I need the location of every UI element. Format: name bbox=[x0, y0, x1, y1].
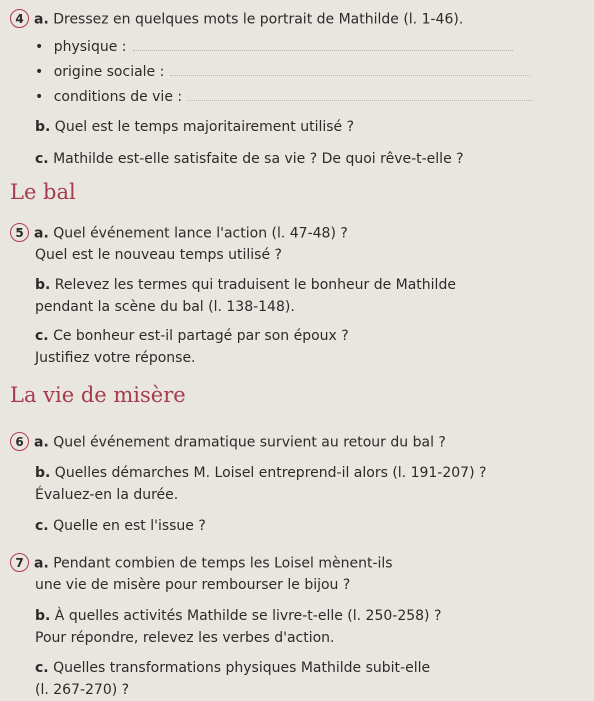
q7-b-line2: Pour répondre, relevez les verbes d'action. bbox=[35, 630, 335, 646]
q5-c bbox=[35, 327, 349, 345]
q4-item-label: origine sociale : bbox=[53, 64, 165, 80]
q7-c-text: Quelles transformations physiques Mathilde subit-elle bbox=[53, 660, 431, 676]
question-number-5: 5 bbox=[10, 223, 29, 242]
q5-c-line2: Justifiez votre réponse. bbox=[35, 350, 196, 366]
answer-dotted-line bbox=[133, 49, 513, 51]
q4-b-letter: b. bbox=[35, 119, 51, 135]
q4-c-text: Mathilde est-elle satisfaite de sa vie ? De quoi rêve-t-elle ? bbox=[53, 151, 464, 167]
q6-a-letter: a. bbox=[34, 434, 49, 451]
section-heading-misere: La vie de misère bbox=[10, 383, 186, 407]
q5-b-letter: b. bbox=[35, 277, 51, 293]
q4-b bbox=[35, 118, 354, 136]
q6-a-text: Quel événement dramatique survient au retour du bal ? bbox=[53, 434, 446, 451]
q5-c-text: Ce bonheur est-il partagé par son époux ? bbox=[53, 328, 349, 344]
q6-a bbox=[10, 433, 446, 452]
q5-b-text: Relevez les termes qui traduisent le bonheur de Mathilde bbox=[54, 277, 456, 293]
q4-a bbox=[10, 10, 463, 29]
q5-a-line2: Quel est le nouveau temps utilisé ? bbox=[35, 247, 282, 263]
q7-a-line2: une vie de misère pour rembourser le bijou ? bbox=[35, 577, 351, 593]
q4-item-physique bbox=[35, 38, 513, 56]
q6-b bbox=[35, 464, 486, 482]
answer-dotted-line bbox=[170, 74, 530, 76]
q7-a-text: Pendant combien de temps les Loisel mènent-ils bbox=[53, 555, 393, 572]
q4-item-label: physique : bbox=[53, 39, 127, 55]
q4-c-letter: c. bbox=[35, 151, 49, 167]
q7-b bbox=[35, 607, 441, 625]
q4-item-conditions bbox=[35, 88, 533, 106]
q5-a bbox=[10, 224, 348, 243]
q5-b bbox=[35, 276, 456, 294]
q7-b-text: À quelles activités Mathilde se livre-t-elle (l. 250-258) ? bbox=[54, 608, 442, 624]
q5-a-letter: a. bbox=[34, 225, 49, 242]
q7-c bbox=[35, 659, 430, 677]
q7-a bbox=[10, 554, 393, 573]
q5-c-letter: c. bbox=[35, 328, 49, 344]
q6-b-text: Quelles démarches M. Loisel entreprend-il alors (l. 191-207) ? bbox=[54, 465, 487, 481]
q4-a-text: Dressez en quelques mots le portrait de Mathilde (l. 1-46). bbox=[53, 11, 464, 28]
q6-c bbox=[35, 517, 206, 535]
q4-item-label: conditions de vie : bbox=[53, 89, 183, 105]
q6-c-text: Quelle en est l'issue ? bbox=[53, 518, 206, 534]
section-heading-bal: Le bal bbox=[10, 180, 76, 204]
question-number-4: 4 bbox=[10, 9, 29, 28]
answer-dotted-line bbox=[188, 99, 533, 101]
q5-a-text: Quel événement lance l'action (l. 47-48) ? bbox=[53, 225, 348, 242]
q4-a-letter: a. bbox=[34, 11, 49, 28]
q4-b-text: Quel est le temps majoritairement utilisé ? bbox=[54, 119, 355, 135]
q5-b-line2: pendant la scène du bal (l. 138-148). bbox=[35, 299, 295, 315]
question-number-7: 7 bbox=[10, 553, 29, 572]
q7-c-line2: (l. 267-270) ? bbox=[35, 682, 130, 698]
q6-c-letter: c. bbox=[35, 518, 49, 534]
q6-b-letter: b. bbox=[35, 465, 51, 481]
question-number-6: 6 bbox=[10, 432, 29, 451]
q7-a-letter: a. bbox=[34, 555, 49, 572]
q7-c-letter: c. bbox=[35, 660, 49, 676]
q4-c bbox=[35, 150, 464, 168]
q6-b-line2: Évaluez-en la durée. bbox=[35, 487, 179, 503]
q7-b-letter: b. bbox=[35, 608, 51, 624]
q4-item-origine bbox=[35, 63, 530, 81]
